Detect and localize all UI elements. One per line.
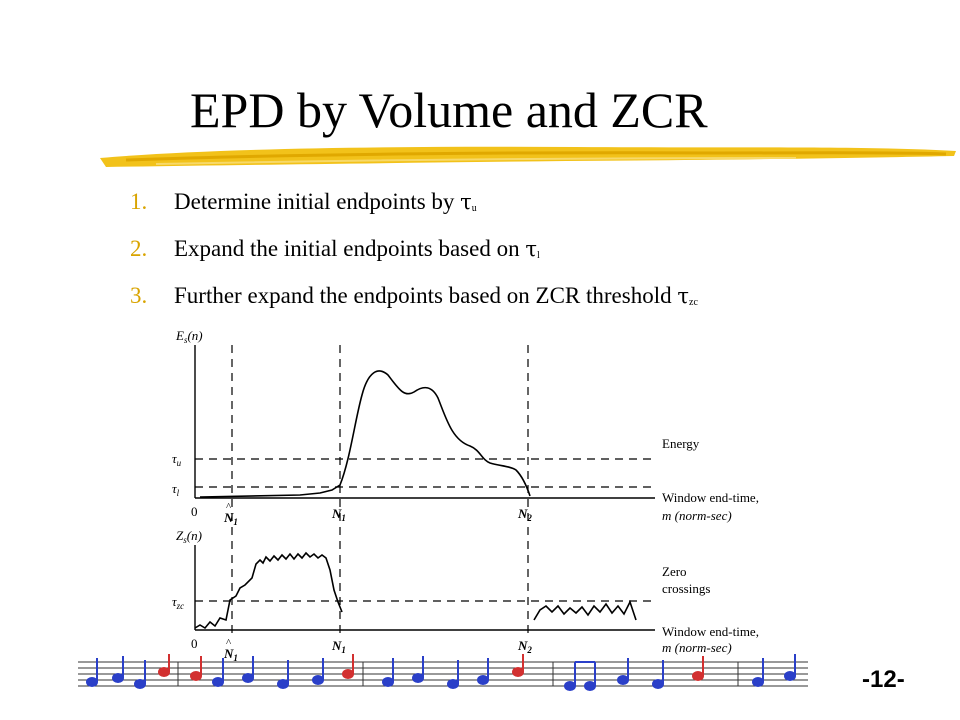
step-text: Determine initial endpoints by (174, 189, 461, 214)
energy-label: Energy (662, 436, 700, 451)
zero-label-2: crossings (662, 581, 711, 596)
slide-title: EPD by Volume and ZCR (190, 82, 708, 138)
top-xaxis-label-1: Window end-time, (662, 490, 759, 505)
top-marker-n1-hat: $N_1$ (224, 510, 238, 527)
step-text: Further expand the endpoints based on ZCR threshold (174, 283, 678, 308)
tau-l-label: $\tau_l$ (172, 481, 180, 498)
top-origin-label: 0 (191, 504, 198, 519)
tau-u-label: $\tau_u$ (172, 451, 182, 468)
bottom-xaxis-label-2: m (norm-sec) (662, 640, 732, 655)
bottom-marker-n2: $N_2$ (518, 638, 532, 655)
bottom-xaxis-label-1: Window end-time, (662, 624, 759, 639)
bottom-origin-label: 0 (191, 636, 198, 651)
tau-symbol: τ (460, 190, 472, 214)
page-number: -12- (862, 666, 905, 693)
top-hat-mark: ^ (226, 501, 232, 513)
step-number: 2. (130, 236, 148, 261)
top-marker-n1: $N_1$ (332, 506, 346, 523)
tau-symbol: τ (677, 284, 689, 308)
tau-symbol: τ (525, 237, 537, 261)
step-text: Expand the initial endpoints based on (174, 236, 526, 261)
top-marker-n2: $N_2$ (518, 506, 532, 523)
music-staff-decoration (78, 652, 808, 696)
music-notes (87, 654, 795, 690)
zero-crossing-curve-left (195, 553, 342, 628)
bottom-marker-n1: $N_1$ (332, 638, 346, 655)
top-xaxis-label-2: m (norm-sec) (662, 508, 732, 523)
energy-curve (200, 371, 530, 497)
tau-subscript: l (536, 250, 540, 261)
zero-crossing-curve-right (534, 602, 636, 620)
bottom-ylabel: $Z_s(n)$ (176, 528, 202, 545)
zero-label-1: Zero (662, 564, 687, 579)
step-number: 1. (130, 189, 148, 214)
bottom-marker-n1-hat: $N_1$ (224, 646, 238, 663)
tau-subscript: u (471, 203, 477, 214)
bottom-hat-mark: ^ (226, 637, 232, 649)
tau-subscript: zc (689, 297, 698, 308)
step-number: 3. (130, 283, 148, 308)
tau-zc-label: $\tau_{zc}$ (172, 594, 185, 611)
top-ylabel: $E_s(n)$ (176, 328, 203, 345)
